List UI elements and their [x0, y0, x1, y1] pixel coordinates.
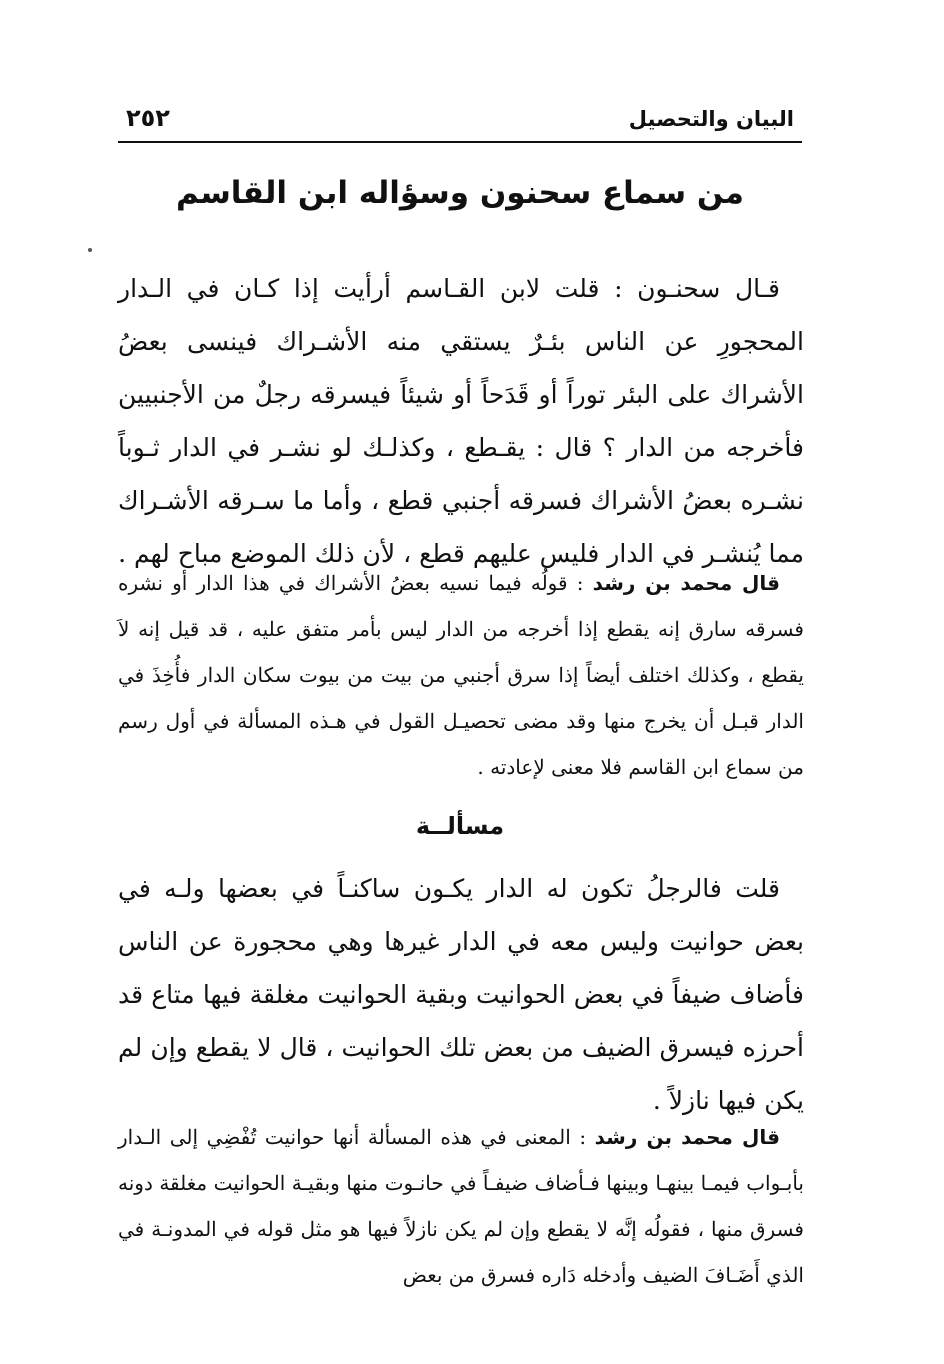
main-text: قلت فالرجلُ تكون له الدار يكـون ساكنـاً في بعضها ولـه في بعض حوانيت وليس معه في الدار غيرها وهي محجورة عن الناس فأضاف ضيفاً في بعض الحوانيت وبقية الحوانيت مغلقة فيها متاع قد أحرزه فيسرق الضيف من بعض تلك الحوانيت ، قال لا يقطع وإن لم يكن فيها نازلاً . [118, 874, 804, 1115]
commentary-text: : قولُه فيما نسيه بعضُ الأشراك في هذا الدار أو نشره فسرقه سارق إنه يقطع إذا أخرجه من الدار ليس بأمر متفق عليه ، قد قيل إنه لاَ يقطع ، وكذلك اختلف أيضاً إذا سرق أجنبي من بيت من بيوت سكان الدار فأُخِذَ في الدار قبـل أن يخرج منها وقد مضى تحصيـل القول في هـذه المسألة في أول رسم من سماع ابن القاسم فلا معنى لإعادته . [118, 571, 805, 779]
page-number: ٢٥٢ [126, 104, 170, 132]
main-text: قـال سحنـون : قلت لابن القـاسم أرأيت إذا كـان في الـدار المحجورِ عن الناس بئـرٌ يستقي منه الأشـراك فينسى بعضُ الأشراك على البئر توراً أو قَدَحاً أو شيئاً فيسرقه رجلٌ من الأجنبيين فأخرجه من الدار ؟ قال : يقـطع ، وكذلـك لو نشـر في الدار ثـوباً نشـره بعضُ الأشراك فسرقه أجنبي قطع ، وأما ما سـرقه الأشـراك مما يُنشـر في الدار فليس عليهم قطع ، لأن ذلك الموضع مباح لهم . [118, 274, 804, 568]
section-heading: مسألــة [415, 812, 505, 840]
commentary-lead: قال محمد بن رشد [594, 1125, 780, 1149]
commentary-text: : المعنى في هذه المسألة أنها حوانيت تُفْضِي إلى الـدار بأبـواب فيمـا بينهـا وبينها فـأضاف ضيفـاً في حانـوت منها وبقيـة الحوانيت مغلقة دونه فسرق منها ، فقولُه إنَّه لا يقطع وإن لم يكن نازلاً فيها هو مثل قوله في المدونـة في الذي أَضَـافَ الضيف وأدخله دَاره فسرق من بعض [118, 1125, 804, 1287]
book-title: البيان والتحصيل [628, 107, 794, 131]
main-text-paragraph [118, 862, 804, 1127]
header-rule [118, 141, 802, 143]
commentary-paragraph [118, 1114, 804, 1298]
commentary-lead: قال محمد بن رشد [592, 571, 780, 595]
commentary-paragraph [118, 560, 804, 790]
main-text-paragraph [118, 262, 804, 580]
running-header [118, 104, 802, 138]
chapter-title: من سماع سحنون وسؤاله ابن القاسم [176, 175, 744, 211]
scan-speck [88, 248, 92, 252]
